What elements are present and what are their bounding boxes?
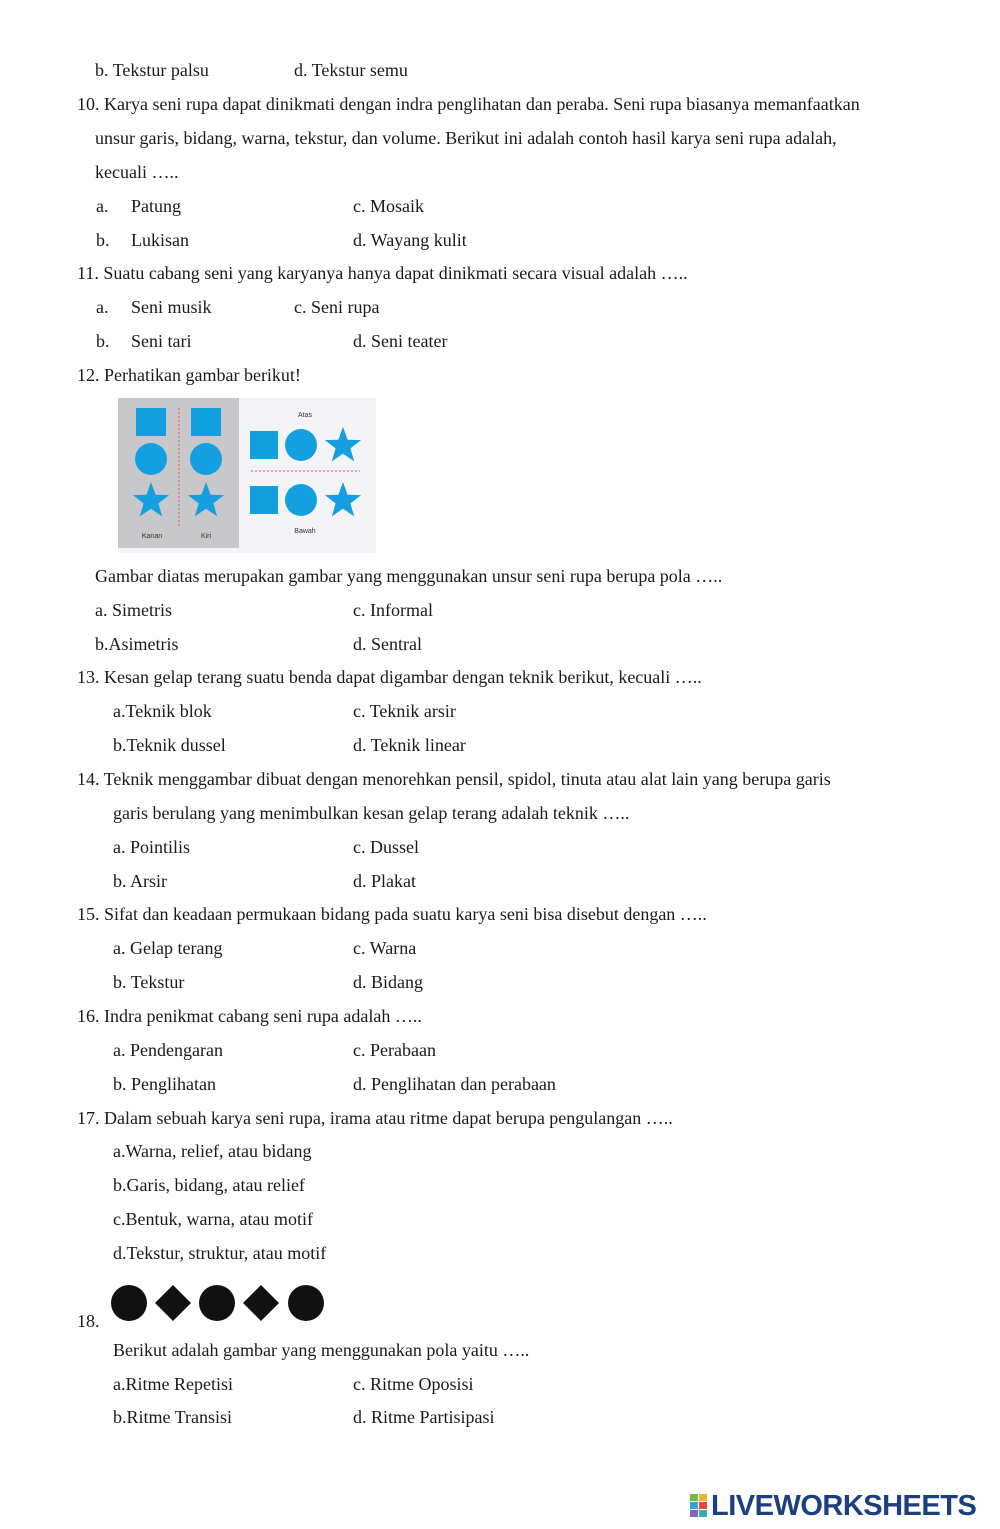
q10-option-c: c. Mosaik [353, 196, 424, 216]
circle-shape [285, 429, 317, 461]
q11-option-d: d. Seni teater [353, 331, 448, 351]
q17-question: 17. Dalam sebuah karya seni rupa, irama atau ritme dapat berupa pengulangan ….. [77, 1108, 673, 1128]
q10-question-line2: unsur garis, bidang, warna, tekstur, dan volume. Berikut ini adalah contoh hasil karya seni rupa adalah, [95, 128, 837, 148]
q15-option-b: b. Tekstur [113, 972, 185, 992]
q18-option-c: c. Ritme Oposisi [353, 1374, 474, 1394]
q14-question-line1: 14. Teknik menggambar dibuat dengan menorehkan pensil, spidol, tinuta atau alat lain yang berupa garis [77, 769, 831, 789]
liveworksheets-logo-icon [690, 1492, 708, 1520]
q18-option-b: b.Ritme Transisi [113, 1407, 233, 1427]
label-atas: Atas [297, 412, 313, 419]
square-shape [191, 408, 221, 436]
q13-option-d: d. Teknik linear [353, 735, 466, 755]
q11-question: 11. Suatu cabang seni yang karyanya hanya dapat dinikmati secara visual adalah ….. [77, 263, 688, 283]
q15-option-d: d. Bidang [353, 972, 423, 992]
rhythm-pattern-figure [110, 1283, 326, 1323]
q10-question-line3: kecuali ….. [95, 162, 179, 182]
q10-option-b-letter: b. [96, 230, 110, 250]
q12-option-b: b.Asimetris [95, 634, 179, 654]
q9-option-b: b. Tekstur palsu [95, 60, 209, 80]
q11-option-c: c. Seni rupa [294, 297, 380, 317]
q11-option-a-letter: a. [96, 297, 109, 317]
q15-option-a: a. Gelap terang [113, 938, 223, 958]
symmetry-figure [118, 398, 376, 553]
q14-option-d: d. Plakat [353, 871, 416, 891]
q12-option-a: a. Simetris [95, 600, 172, 620]
q16-option-c: c. Perabaan [353, 1040, 436, 1060]
circle-shape [190, 443, 222, 475]
q18-question: Berikut adalah gambar yang menggunakan pola yaitu ….. [113, 1340, 530, 1360]
q17-option-d: d.Tekstur, struktur, atau motif [113, 1243, 327, 1263]
diamond-shape [243, 1285, 279, 1321]
q14-option-a: a. Pointilis [113, 837, 191, 857]
q11-option-b: Seni tari [131, 331, 192, 351]
circle-shape [135, 443, 167, 475]
label-kanan: Kanan [141, 533, 163, 540]
liveworksheets-logo [690, 1490, 976, 1522]
diamond-shape [155, 1285, 191, 1321]
q10-option-b: Lukisan [131, 230, 189, 250]
q12-option-c: c. Informal [353, 600, 433, 620]
q11-option-b-letter: b. [96, 331, 110, 351]
label-bawah: Bawah [294, 528, 316, 535]
q12-question: 12. Perhatikan gambar berikut! [77, 365, 301, 385]
q13-question: 13. Kesan gelap terang suatu benda dapat digambar dengan teknik berikut, kecuali ….. [77, 667, 702, 687]
q13-option-c: c. Teknik arsir [353, 701, 456, 721]
q16-option-a: a. Pendengaran [113, 1040, 223, 1060]
q10-option-a-letter: a. [96, 196, 109, 216]
circle-shape [111, 1285, 147, 1321]
q16-option-b: b. Penglihatan [113, 1074, 216, 1094]
q14-question-line2: garis berulang yang menimbulkan kesan gelap terang adalah teknik ….. [113, 803, 630, 823]
q9-option-d: d. Tekstur semu [294, 60, 408, 80]
q10-option-a: Patung [131, 196, 182, 216]
q15-question: 15. Sifat dan keadaan permukaan bidang pada suatu karya seni bisa disebut dengan ….. [77, 904, 707, 924]
q10-question-line1: 10. Karya seni rupa dapat dinikmati dengan indra penglihatan dan peraba. Seni rupa biasanya memanfaatkan [77, 94, 860, 114]
q13-option-a: a.Teknik blok [113, 701, 212, 721]
q18-option-a: a.Ritme Repetisi [113, 1374, 233, 1394]
q18-option-d: d. Ritme Partisipasi [353, 1407, 495, 1427]
q17-option-c: c.Bentuk, warna, atau motif [113, 1209, 313, 1229]
q12-statement: Gambar diatas merupakan gambar yang menggunakan unsur seni rupa berupa pola ….. [95, 566, 723, 586]
q11-option-a: Seni musik [131, 297, 212, 317]
q14-option-b: b. Arsir [113, 871, 167, 891]
q15-option-c: c. Warna [353, 938, 417, 958]
q13-option-b: b.Teknik dussel [113, 735, 226, 755]
circle-shape [285, 484, 317, 516]
square-shape [250, 486, 278, 514]
circle-shape [199, 1285, 235, 1321]
q16-question: 16. Indra penikmat cabang seni rupa adalah ….. [77, 1006, 422, 1026]
q16-option-d: d. Penglihatan dan perabaan [353, 1074, 556, 1094]
label-kiri: Kiri [200, 533, 212, 540]
square-shape [250, 431, 278, 459]
q18-number: 18. [77, 1311, 100, 1331]
q14-option-c: c. Dussel [353, 837, 419, 857]
square-shape [136, 408, 166, 436]
q12-option-d: d. Sentral [353, 634, 422, 654]
liveworksheets-logo-text: LIVEWORKSHEETS [711, 1489, 977, 1522]
circle-shape [288, 1285, 324, 1321]
q17-option-b: b.Garis, bidang, atau relief [113, 1175, 305, 1195]
q17-option-a: a.Warna, relief, atau bidang [113, 1141, 312, 1161]
q10-option-d: d. Wayang kulit [353, 230, 467, 250]
